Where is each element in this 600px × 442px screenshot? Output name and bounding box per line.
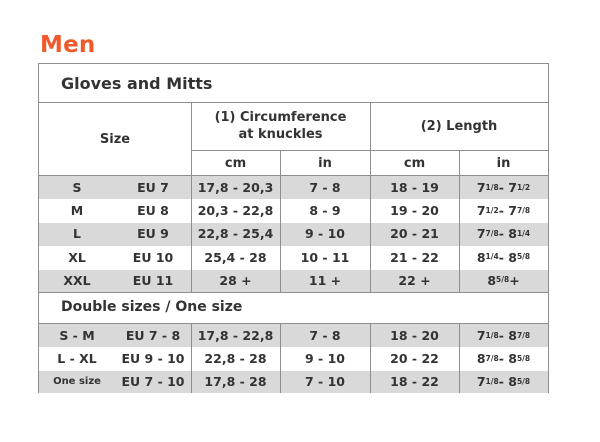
length-in-part: 8 xyxy=(476,249,486,265)
divider xyxy=(459,151,460,292)
cell-size: One size xyxy=(53,376,101,387)
cell-len-in: 8 5/8 + xyxy=(487,272,520,288)
length-in-part: - 8 xyxy=(498,328,517,343)
cell-len-cm: 21 - 22 xyxy=(390,249,439,265)
header-circumference xyxy=(191,103,370,149)
unit-circ-cm: cm xyxy=(224,155,247,171)
length-in-part: - 8 xyxy=(498,226,517,242)
length-in-part: 7 xyxy=(476,328,486,343)
cell-circ-in: 11 + xyxy=(308,272,342,288)
cell-circ-cm: 17,8 - 28 xyxy=(204,374,267,389)
divider xyxy=(459,324,460,393)
cell-len-cm: 22 + xyxy=(398,272,431,288)
divider xyxy=(39,175,548,176)
cell-circ-in: 7 - 8 xyxy=(309,328,341,343)
cell-circ-cm: 17,8 - 22,8 xyxy=(197,328,274,343)
row-divider xyxy=(39,222,548,223)
divider xyxy=(39,292,548,293)
row-divider xyxy=(39,199,548,200)
header-size: Size xyxy=(99,132,131,147)
cell-len-in: 8 1/4 - 8 5/8 xyxy=(476,249,531,265)
cell-circ-in: 9 - 10 xyxy=(305,351,345,366)
length-in-part: - 8 xyxy=(498,351,517,366)
cell-circ-in: 10 - 11 xyxy=(300,249,350,265)
cell-size: S - M xyxy=(59,328,95,343)
cell-len-in: 8 7/8 - 8 5/8 xyxy=(476,351,531,366)
table-row xyxy=(39,176,548,199)
cell-circ-cm: 20,3 - 22,8 xyxy=(197,203,274,219)
cell-size: L - XL xyxy=(57,351,97,366)
length-in-part: - 7 xyxy=(498,203,517,219)
cell-circ-cm: 25,4 - 28 xyxy=(204,249,267,265)
cell-size: XXL xyxy=(63,272,91,288)
divider xyxy=(370,103,371,292)
unit-len-cm: cm xyxy=(403,155,426,171)
cell-len-cm: 18 - 22 xyxy=(390,374,439,389)
divider xyxy=(191,103,192,292)
cell-circ-cm: 22,8 - 28 xyxy=(204,351,267,366)
cell-eu: EU 11 xyxy=(132,272,174,288)
length-in-part: - 7 xyxy=(498,180,517,196)
cell-circ-in: 9 - 10 xyxy=(305,226,345,242)
length-in-part: - 8 xyxy=(498,249,517,265)
cell-eu: EU 10 xyxy=(132,249,174,265)
cell-size: M xyxy=(70,203,84,219)
table-title: Gloves and Mitts xyxy=(61,74,213,93)
row-divider xyxy=(39,347,548,348)
size-chart-table xyxy=(38,63,549,393)
divider xyxy=(370,324,371,393)
cell-len-cm: 18 - 20 xyxy=(390,328,439,343)
cell-circ-in: 8 - 9 xyxy=(309,203,341,219)
table-row xyxy=(39,199,548,222)
cell-size: L xyxy=(73,226,81,242)
row-divider xyxy=(39,370,548,371)
length-in-part: 7 xyxy=(476,203,486,219)
length-in-part: 8 xyxy=(476,351,486,366)
divider xyxy=(280,151,281,292)
length-in-part: 7 xyxy=(476,374,486,389)
cell-len-in: 7 1/8 - 7 1/2 xyxy=(476,180,531,196)
cell-eu: EU 9 - 10 xyxy=(121,351,185,366)
cell-eu: EU 8 xyxy=(137,203,169,219)
cell-circ-cm: 28 + xyxy=(219,272,252,288)
cell-len-cm: 18 - 19 xyxy=(390,180,439,196)
cell-circ-in: 7 - 10 xyxy=(305,374,345,389)
cell-eu: EU 9 xyxy=(137,226,169,242)
header-circumference-line1: (1) Circumference xyxy=(214,110,347,125)
header-length: (2) Length xyxy=(420,118,498,134)
header-circumference-line2: at knuckles xyxy=(238,127,323,142)
table-row xyxy=(39,269,548,292)
cell-eu: EU 7 xyxy=(137,180,169,196)
length-in-part: 7 xyxy=(476,180,486,196)
cell-len-cm: 19 - 20 xyxy=(390,203,439,219)
divider xyxy=(191,324,192,393)
double-section-title: Double sizes / One size xyxy=(61,299,243,315)
cell-len-in: 7 7/8 - 8 1/4 xyxy=(476,226,531,242)
cell-eu: EU 7 - 10 xyxy=(121,374,185,389)
unit-circ-in: in xyxy=(318,155,332,171)
table-row xyxy=(39,324,548,347)
unit-len-in: in xyxy=(496,155,511,171)
page-title: Men xyxy=(40,32,96,58)
table-row xyxy=(39,222,548,245)
cell-circ-cm: 22,8 - 25,4 xyxy=(197,226,274,242)
table-row xyxy=(39,370,548,393)
divider xyxy=(280,324,281,393)
cell-circ-cm: 17,8 - 20,3 xyxy=(197,180,274,196)
cell-len-cm: 20 - 22 xyxy=(390,351,439,366)
cell-len-in: 7 1/2 - 7 7/8 xyxy=(476,203,531,219)
cell-circ-in: 7 - 8 xyxy=(309,180,341,196)
row-divider xyxy=(39,269,548,270)
length-in-part: 7 xyxy=(476,226,486,242)
length-in-part: 8 xyxy=(487,272,497,288)
length-in-part: - 8 xyxy=(498,374,517,389)
cell-size: S xyxy=(72,180,82,196)
table-row xyxy=(39,347,548,370)
row-divider xyxy=(39,246,548,247)
cell-len-in: 7 1/8 - 8 5/8 xyxy=(476,374,531,389)
table-row xyxy=(39,246,548,269)
cell-eu: EU 7 - 8 xyxy=(125,328,181,343)
cell-len-cm: 20 - 21 xyxy=(390,226,439,242)
cell-size: XL xyxy=(68,249,86,265)
length-in-part: + xyxy=(509,272,520,288)
cell-len-in: 7 1/8 - 8 7/8 xyxy=(476,328,531,343)
